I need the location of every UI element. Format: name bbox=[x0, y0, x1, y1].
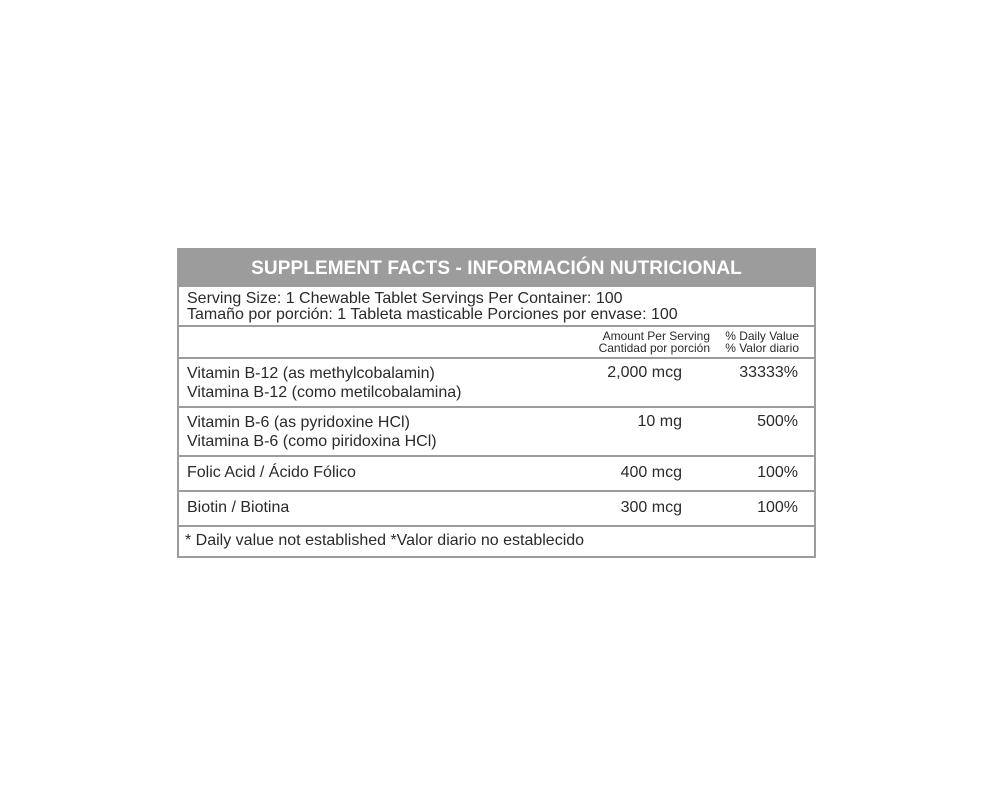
panel-title: SUPPLEMENT FACTS - INFORMACIÓN NUTRICIONAL bbox=[179, 250, 814, 287]
nutrient-name-es: Vitamina B-6 (como piridoxina HCl) bbox=[187, 433, 437, 450]
dv-header-en: % Daily Value bbox=[725, 329, 799, 343]
nutrient-name-es: Vitamina B-12 (como metilcobalamina) bbox=[187, 384, 462, 401]
nutrient-daily-value: 500% bbox=[757, 413, 798, 430]
nutrient-name-en: Vitamin B-12 (as methylcobalamin) bbox=[187, 365, 435, 382]
amount-header-en: Amount Per Serving bbox=[602, 329, 710, 343]
nutrient-daily-value: 100% bbox=[757, 499, 798, 516]
nutrient-row bbox=[179, 359, 814, 408]
nutrient-amount: 300 mcg bbox=[620, 499, 682, 516]
serving-info bbox=[179, 287, 814, 327]
nutrient-amount: 2,000 mcg bbox=[607, 364, 682, 381]
nutrient-row bbox=[179, 492, 814, 527]
nutrient-amount: 10 mg bbox=[637, 413, 682, 430]
serving-line-es: Tamaño por porción: 1 Tableta masticable Porciones por envase: 100 bbox=[187, 306, 678, 323]
dv-header-es: % Valor diario bbox=[725, 341, 799, 355]
nutrient-row bbox=[179, 457, 814, 492]
nutrient-name: Folic Acid / Ácido Fólico bbox=[187, 464, 356, 481]
daily-value-column-header bbox=[725, 330, 799, 354]
column-headers bbox=[179, 327, 814, 359]
amount-header-es: Cantidad por porción bbox=[598, 341, 710, 355]
nutrient-daily-value: 33333% bbox=[739, 364, 798, 381]
nutrient-row bbox=[179, 408, 814, 457]
nutrient-name bbox=[187, 413, 437, 451]
nutrient-daily-value: 100% bbox=[757, 464, 798, 481]
serving-line-en: Serving Size: 1 Chewable Tablet Servings Per Container: 100 bbox=[187, 290, 623, 307]
nutrient-name bbox=[187, 364, 461, 402]
nutrient-name: Biotin / Biotina bbox=[187, 499, 290, 516]
amount-column-header bbox=[599, 330, 710, 354]
supplement-facts-panel bbox=[177, 248, 816, 558]
nutrient-name-en: Vitamin B-6 (as pyridoxine HCl) bbox=[187, 414, 410, 431]
nutrient-amount: 400 mcg bbox=[620, 464, 682, 481]
footnote: * Daily value not established *Valor diario no establecido bbox=[185, 532, 585, 549]
